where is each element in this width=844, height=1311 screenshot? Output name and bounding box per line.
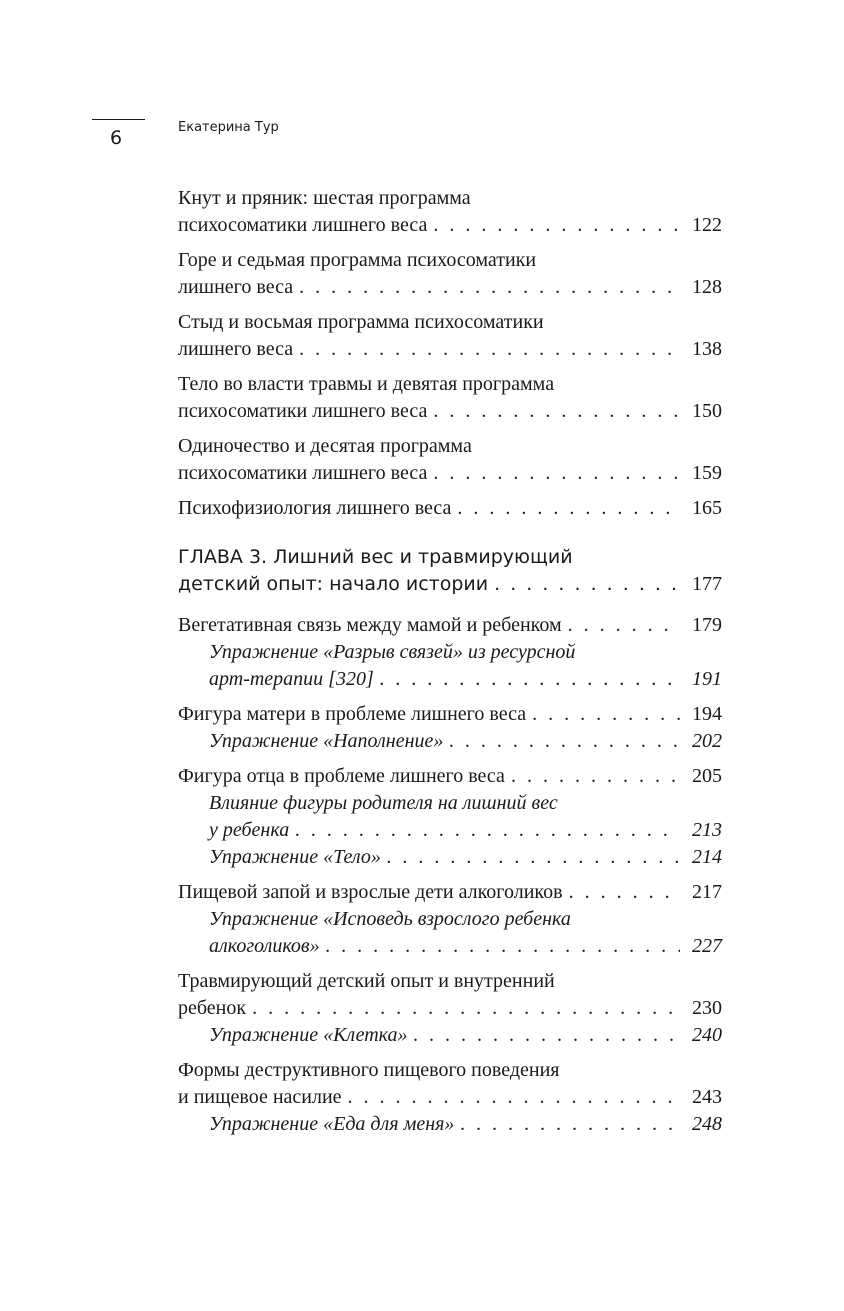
toc-entry-title-line: Психофизиология лишнего веса [178, 497, 452, 519]
running-head-author: Екатерина Тур [178, 120, 279, 135]
toc-entry-title-line: Горе и седьмая программа психосоматики [178, 249, 537, 271]
dot-leader [443, 728, 680, 755]
toc-subentry [178, 790, 722, 844]
table-of-contents [178, 185, 722, 1146]
dot-leader [427, 212, 680, 239]
toc-entry [178, 763, 722, 790]
toc-page-number: 214 [692, 846, 722, 868]
toc-entry-row [178, 212, 722, 239]
dot-leader [342, 1084, 680, 1111]
dot-leader [408, 1022, 680, 1049]
toc-entry-row [178, 571, 722, 598]
dot-leader [505, 763, 680, 790]
toc-entry [178, 371, 722, 425]
toc-entry-title-line: Фигура отца в проблеме лишнего веса [178, 765, 505, 787]
toc-page-number: 213 [692, 819, 722, 841]
dot-leader [451, 495, 680, 522]
toc-entry-title-line: психосоматики лишнего веса [178, 214, 428, 236]
toc-entry-title-line: Упражнение «Наполнение» [209, 730, 444, 752]
toc-page-number: 194 [692, 703, 722, 725]
toc-entry-title-line: ребенок [178, 997, 247, 1019]
header-rule [92, 119, 145, 120]
page-number: 6 [110, 127, 123, 149]
dot-leader [289, 817, 680, 844]
toc-entry [178, 433, 722, 487]
toc-entry-row [209, 817, 722, 844]
toc-entry-row [178, 336, 722, 363]
toc-entry-title-line: ГЛАВА 3. Лишний вес и травмирующий [178, 546, 573, 568]
toc-subentry [178, 906, 722, 960]
dot-leader [427, 398, 680, 425]
toc-entry-row [178, 879, 722, 906]
toc-page-number: 243 [692, 1086, 722, 1108]
toc-entry-title-line: у ребенка [209, 819, 290, 841]
toc-entry-row [209, 728, 722, 755]
toc-page-number: 217 [692, 881, 722, 903]
dot-leader [563, 879, 680, 906]
toc-page-number: 122 [692, 214, 722, 236]
toc-entry-row [178, 612, 722, 639]
toc-entry-title-line: лишнего веса [178, 338, 294, 360]
toc-entry-title-line: Упражнение «Разрыв связей» из ресурсной [209, 641, 576, 663]
toc-entry-row [178, 274, 722, 301]
toc-page-number: 128 [692, 276, 722, 298]
toc-entry-title-line: Упражнение «Еда для меня» [209, 1113, 455, 1135]
toc-page-number: 150 [692, 400, 722, 422]
toc-entry [178, 879, 722, 906]
toc-entry-title-line: Фигура матери в проблеме лишнего веса [178, 703, 527, 725]
toc-entry-title-line: Тело во власти травмы и девятая программа [178, 373, 555, 395]
toc-entry-title-line: Формы деструктивного пищевого поведения [178, 1059, 560, 1081]
toc-entry-title-line: психосоматики лишнего веса [178, 400, 428, 422]
toc-entry-row [178, 995, 722, 1022]
toc-entry-row [178, 763, 722, 790]
dot-leader [454, 1111, 680, 1138]
toc-entry-row [178, 1084, 722, 1111]
dot-leader [381, 844, 680, 871]
toc-page-number: 205 [692, 765, 722, 787]
toc-page-number: 248 [692, 1113, 722, 1135]
toc-entry-title-line: Упражнение «Клетка» [209, 1024, 408, 1046]
toc-entry-row [178, 460, 722, 487]
dot-leader [293, 274, 680, 301]
toc-page-number: 177 [692, 573, 722, 595]
toc-entry-title-line: алкоголиков» [209, 935, 320, 957]
toc-page-number: 240 [692, 1024, 722, 1046]
toc-chapter [178, 544, 722, 598]
dot-leader [562, 612, 680, 639]
dot-leader [320, 933, 680, 960]
dot-leader [427, 460, 680, 487]
dot-leader [246, 995, 680, 1022]
toc-entry-row [178, 495, 722, 522]
toc-entry [178, 968, 722, 1022]
toc-page-number: 138 [692, 338, 722, 360]
toc-entry-row [178, 398, 722, 425]
dot-leader [293, 336, 680, 363]
toc-entry-row [209, 933, 722, 960]
toc-entry-title-line: детский опыт: начало истории [178, 573, 489, 595]
toc-subentry [178, 639, 722, 693]
toc-entry-title-line: Кнут и пряник: шестая программа [178, 187, 471, 209]
toc-entry-title-line: Травмирующий детский опыт и внутренний [178, 970, 555, 992]
toc-subentry [178, 1111, 722, 1138]
toc-entry-title-line: психосоматики лишнего веса [178, 462, 428, 484]
dot-leader [526, 701, 680, 728]
toc-page-number: 202 [692, 730, 722, 752]
toc-entry-title-line: Вегетативная связь между мамой и ребенком [178, 614, 562, 636]
toc-page-number: 179 [692, 614, 722, 636]
toc-entry [178, 185, 722, 239]
toc-entry-title-line: Одиночество и десятая программа [178, 435, 472, 457]
toc-entry-row [209, 844, 722, 871]
toc-entry [178, 495, 722, 522]
toc-page-number: 165 [692, 497, 722, 519]
toc-entry-row [209, 1111, 722, 1138]
toc-entry-title-line: Упражнение «Тело» [209, 846, 381, 868]
toc-page-number: 227 [692, 935, 722, 957]
toc-entry [178, 309, 722, 363]
toc-subentry [178, 728, 722, 755]
toc-entry-row [209, 666, 722, 693]
toc-entry-title-line: лишнего веса [178, 276, 294, 298]
toc-entry [178, 1057, 722, 1111]
toc-entry-title-line: и пищевое насилие [178, 1086, 342, 1108]
toc-entry-row [178, 701, 722, 728]
toc-page-number: 191 [692, 668, 722, 690]
toc-entry-title-line: Упражнение «Исповедь взрослого ребенка [209, 908, 571, 930]
toc-entry-title-line: арт-терапии [320] [209, 668, 374, 690]
toc-entry-title-line: Стыд и восьмая программа психосоматики [178, 311, 544, 333]
toc-subentry [178, 844, 722, 871]
toc-entry-title-line: Влияние фигуры родителя на лишний вес [209, 792, 558, 814]
dot-leader [374, 666, 680, 693]
toc-entry [178, 612, 722, 639]
toc-subentry [178, 1022, 722, 1049]
toc-entry-row [209, 1022, 722, 1049]
toc-entry [178, 247, 722, 301]
dot-leader [488, 571, 680, 598]
toc-page-number: 159 [692, 462, 722, 484]
toc-entry [178, 701, 722, 728]
toc-page-number: 230 [692, 997, 722, 1019]
toc-entry-title-line: Пищевой запой и взрослые дети алкоголиков [178, 881, 563, 903]
